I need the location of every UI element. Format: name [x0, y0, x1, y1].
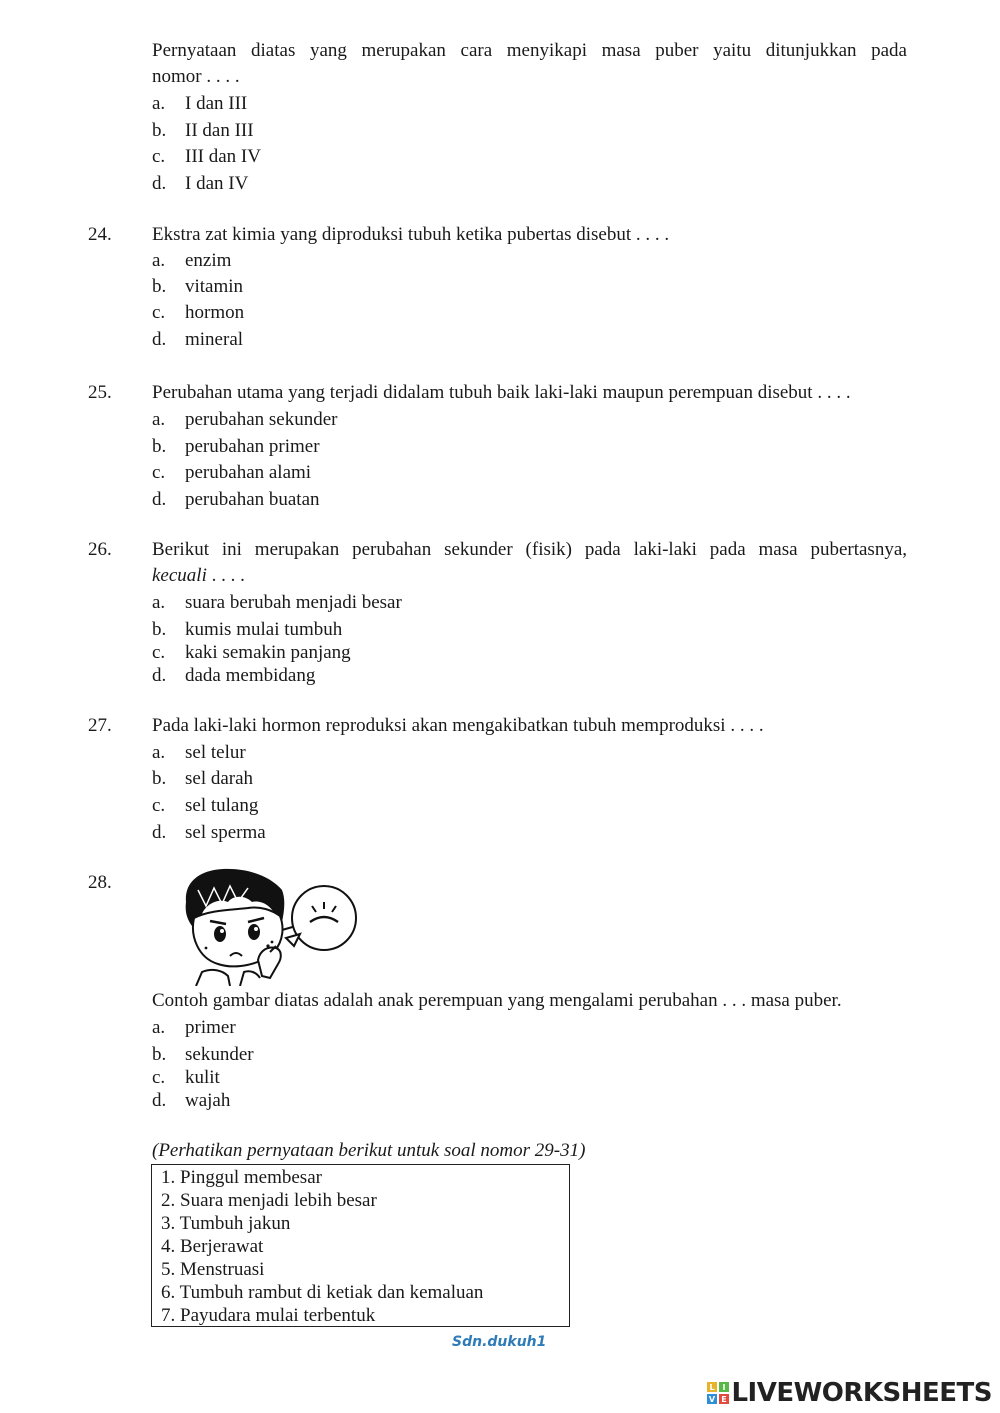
q24-option-a[interactable]: a. enzim: [152, 250, 232, 271]
q28-option-b[interactable]: b. sekunder: [152, 1044, 254, 1065]
statement-item: 1. Pinggul membesar: [161, 1167, 322, 1188]
liveworksheets-logo-icon: [707, 1382, 729, 1404]
brand-wordmark: LIVEWORKSHEETS: [731, 1378, 992, 1408]
q25-stem: Perubahan utama yang terjadi didalam tubuh baik laki-laki maupun perempuan disebut . . . .: [152, 382, 851, 403]
q23-stem-line1: Pernyataan diatas yang merupakan cara menyikapi masa puber yaitu ditunjukkan pada: [152, 40, 907, 61]
q27-option-a[interactable]: a. sel telur: [152, 742, 246, 763]
q27-number: 27.: [88, 715, 112, 736]
q26-number: 26.: [88, 539, 112, 560]
statement-item: 5. Menstruasi: [161, 1259, 265, 1280]
q25-option-b[interactable]: b. perubahan primer: [152, 436, 320, 457]
statement-item: 7. Payudara mulai terbentuk: [161, 1305, 376, 1326]
svg-text:I: I: [722, 1383, 726, 1392]
liveworksheets-brand[interactable]: [707, 1378, 992, 1408]
q24-option-b[interactable]: b. vitamin: [152, 276, 244, 297]
svg-text:E: E: [721, 1395, 728, 1404]
q26-kecuali: kecuali: [152, 565, 207, 586]
q26-stem-line2: kecuali . . . .: [152, 565, 245, 586]
statements-box: [151, 1164, 570, 1327]
worried-girl-illustration: [178, 866, 360, 986]
q27-option-c[interactable]: c. sel tulang: [152, 795, 259, 816]
svg-text:L: L: [709, 1383, 716, 1392]
q25-number: 25.: [88, 382, 112, 403]
q28-stem: Contoh gambar diatas adalah anak perempuan yang mengalami perubahan . . . masa puber.: [152, 990, 842, 1011]
q24-stem: Ekstra zat kimia yang diproduksi tubuh ketika pubertas disebut . . . .: [152, 224, 670, 245]
q26-option-a[interactable]: a. suara berubah menjadi besar: [152, 592, 402, 613]
q27-option-b[interactable]: b. sel darah: [152, 768, 254, 789]
q27-stem: Pada laki-laki hormon reproduksi akan mengakibatkan tubuh memproduksi . . . .: [152, 715, 764, 736]
q28-option-c[interactable]: c. kulit: [152, 1067, 220, 1088]
q24-number: 24.: [88, 224, 112, 245]
q25-option-a[interactable]: a. perubahan sekunder: [152, 409, 338, 430]
q28-option-d[interactable]: d. wajah: [152, 1090, 231, 1111]
q26-option-c[interactable]: c. kaki semakin panjang: [152, 642, 351, 663]
statement-item: 6. Tumbuh rambut di ketiak dan kemaluan: [161, 1282, 484, 1303]
q23-stem-line2: nomor . . . .: [152, 66, 240, 87]
statement-item: 3. Tumbuh jakun: [161, 1213, 291, 1234]
q23-option-d[interactable]: d. I dan IV: [152, 173, 249, 194]
statement-item: 4. Berjerawat: [161, 1236, 264, 1257]
footer-school: Sdn.dukuh1: [452, 1334, 547, 1350]
q28-number: 28.: [88, 872, 112, 893]
q23-option-c[interactable]: c. III dan IV: [152, 146, 261, 167]
svg-text:V: V: [709, 1395, 716, 1404]
q28-option-a[interactable]: a. primer: [152, 1017, 236, 1038]
q24-option-d[interactable]: d. mineral: [152, 329, 244, 350]
statement-item: 2. Suara menjadi lebih besar: [161, 1190, 377, 1211]
q26-stem-line1: Berikut ini merupakan perubahan sekunder (fisik) pada laki-laki pada masa pubertasnya,: [152, 539, 907, 560]
q27-option-d[interactable]: d. sel sperma: [152, 822, 266, 843]
q26-option-b[interactable]: b. kumis mulai tumbuh: [152, 619, 343, 640]
q25-option-c[interactable]: c. perubahan alami: [152, 462, 312, 483]
q23-option-b[interactable]: b. II dan III: [152, 120, 254, 141]
q24-option-c[interactable]: c. hormon: [152, 302, 245, 323]
instruction: (Perhatikan pernyataan berikut untuk soal nomor 29-31): [152, 1140, 586, 1161]
q23-option-a[interactable]: a. I dan III: [152, 93, 248, 114]
q26-option-d[interactable]: d. dada membidang: [152, 665, 316, 686]
q25-option-d[interactable]: d. perubahan buatan: [152, 489, 320, 510]
